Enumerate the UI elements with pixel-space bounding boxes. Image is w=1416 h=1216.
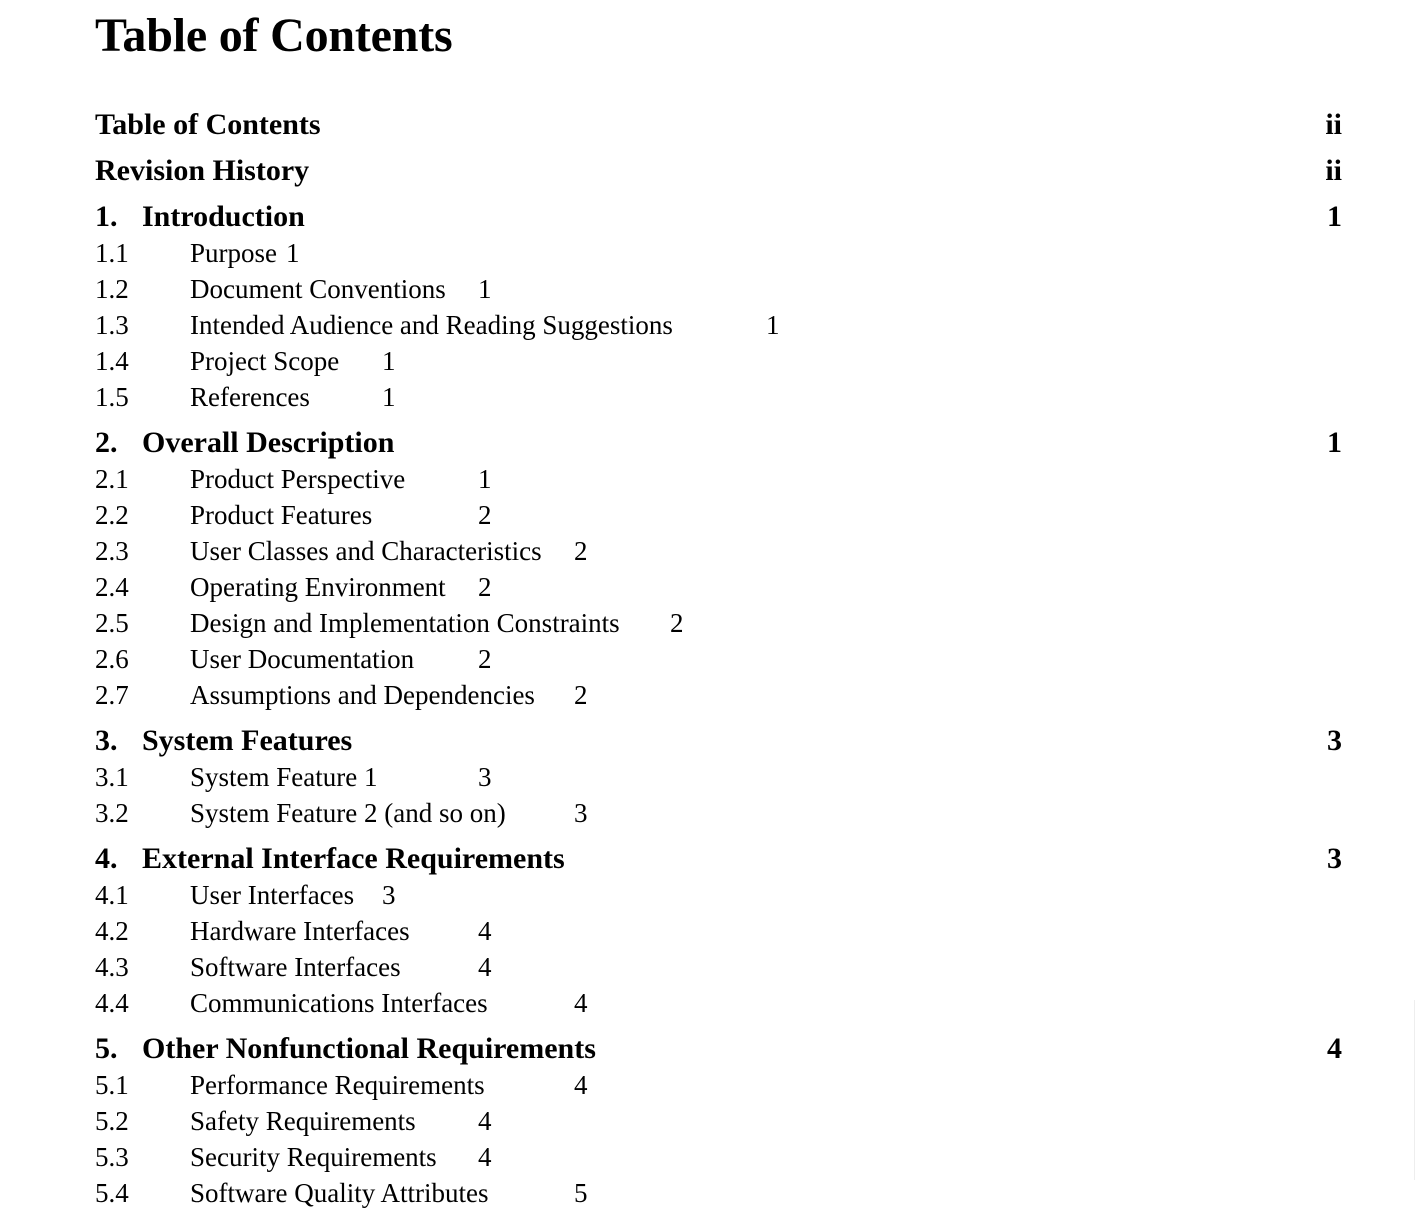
toc-section-other-nonfunctional-requirements[interactable] [0,1029,1416,1069]
toc-subsection-security-requirements[interactable] [0,1139,1416,1175]
toc-subsection-page: 4 [478,916,492,946]
toc-subsection-number: 4.4 [95,988,129,1018]
toc-subsection-title[interactable]: Purpose [190,238,277,268]
page-edge-scrollbar-track [1414,1000,1415,1180]
toc-subsection-number: 4.1 [95,880,129,910]
toc-subsection-number: 5.4 [95,1178,129,1208]
toc-subsection-title[interactable]: Product Perspective [190,464,406,494]
toc-subsection-number: 5.1 [95,1070,129,1100]
toc-subsection-number: 1.5 [95,382,129,412]
toc-entry-page: ii [1325,154,1342,187]
toc-section-title[interactable]: External Interface Requirements [142,842,565,875]
toc-subsection-user-classes[interactable] [0,533,1416,569]
toc-entry-title[interactable]: Revision History [95,154,310,187]
toc-subsection-user-documentation[interactable] [0,641,1416,677]
toc-subsection-title[interactable]: Operating Environment [190,572,446,602]
toc-subsection-number: 1.2 [95,274,129,304]
toc-subsection-page: 4 [478,952,492,982]
toc-subsection-product-perspective[interactable] [0,461,1416,497]
toc-subsection-number: 2.4 [95,572,129,602]
toc-section-title[interactable]: Other Nonfunctional Requirements [142,1032,596,1065]
toc-subsection-page: 4 [574,988,588,1018]
toc-section-number: 3. [95,724,118,757]
toc-subsection-title[interactable]: Project Scope [190,346,340,376]
toc-subsection-number: 4.3 [95,952,129,982]
toc-section-external-interface-requirements[interactable] [0,839,1416,879]
toc-subsection-number: 2.6 [95,644,129,674]
toc-subsection-number: 2.1 [95,464,129,494]
toc-entry-page: ii [1325,108,1342,141]
toc-subsection-page: 1 [382,382,396,412]
toc-subsection-title[interactable]: Product Features [190,500,373,530]
toc-subsection-page: 4 [574,1070,588,1100]
toc-subsection-number: 3.2 [95,798,129,828]
toc-subsection-page: 1 [382,346,396,376]
toc-subsection-purpose[interactable] [0,235,1416,271]
toc-subsection-system-feature-1[interactable] [0,759,1416,795]
toc-subsection-title[interactable]: User Interfaces [190,880,355,910]
toc-subsection-page: 1 [478,464,492,494]
toc-subsection-page: 1 [286,238,300,268]
toc-section-number: 4. [95,842,118,875]
toc-subsection-number: 3.1 [95,762,129,792]
toc-subsection-software-interfaces[interactable] [0,949,1416,985]
toc-section-page: 1 [1327,200,1342,233]
toc-subsection-title[interactable]: User Classes and Characteristics [190,536,542,566]
toc-subsection-title[interactable]: Performance Requirements [190,1070,485,1100]
toc-subsection-intended-audience[interactable] [0,307,1416,343]
toc-entry-revision-history[interactable] [0,151,1416,191]
toc-subsection-page: 2 [478,500,492,530]
toc-section-number: 5. [95,1032,118,1065]
toc-subsection-page: 3 [478,762,492,792]
toc-subsection-page: 3 [382,880,396,910]
toc-subsection-number: 4.2 [95,916,129,946]
toc-section-title[interactable]: System Features [142,724,353,757]
toc-subsection-user-interfaces[interactable] [0,877,1416,913]
toc-subsection-hardware-interfaces[interactable] [0,913,1416,949]
toc-subsection-software-quality-attributes[interactable] [0,1175,1416,1211]
toc-subsection-references[interactable] [0,379,1416,415]
toc-section-title[interactable]: Introduction [142,200,305,233]
toc-subsection-safety-requirements[interactable] [0,1103,1416,1139]
toc-entry-title[interactable]: Table of Contents [95,108,321,141]
toc-section-page: 3 [1327,724,1342,757]
toc-subsection-title[interactable]: Document Conventions [190,274,446,304]
toc-subsection-number: 5.3 [95,1142,129,1172]
toc-subsection-number: 2.3 [95,536,129,566]
toc-subsection-design-constraints[interactable] [0,605,1416,641]
toc-subsection-title[interactable]: Hardware Interfaces [190,916,410,946]
toc-subsection-page: 3 [574,798,588,828]
toc-subsection-title[interactable]: Assumptions and Dependencies [190,680,535,710]
toc-subsection-title[interactable]: Communications Interfaces [190,988,488,1018]
toc-subsection-title[interactable]: Software Interfaces [190,952,401,982]
toc-subsection-number: 1.1 [95,238,129,268]
toc-subsection-number: 1.3 [95,310,129,340]
toc-subsection-title[interactable]: User Documentation [190,644,415,674]
toc-subsection-operating-environment[interactable] [0,569,1416,605]
toc-subsection-page: 1 [478,274,492,304]
toc-section-introduction[interactable] [0,197,1416,237]
toc-subsection-system-feature-2[interactable] [0,795,1416,831]
toc-entry-table-of-contents[interactable] [0,105,1416,145]
toc-subsection-title[interactable]: References [190,382,310,412]
toc-subsection-performance-requirements[interactable] [0,1067,1416,1103]
toc-subsection-title[interactable]: System Feature 1 [190,762,378,792]
toc-section-number: 1. [95,200,118,233]
toc-section-title[interactable]: Overall Description [142,426,395,459]
toc-section-page: 3 [1327,842,1342,875]
toc-subsection-title[interactable]: Security Requirements [190,1142,437,1172]
toc-subsection-number: 1.4 [95,346,129,376]
toc-subsection-project-scope[interactable] [0,343,1416,379]
toc-subsection-communications-interfaces[interactable] [0,985,1416,1021]
toc-subsection-number: 2.5 [95,608,129,638]
toc-subsection-number: 2.2 [95,500,129,530]
toc-subsection-number: 2.7 [95,680,129,710]
toc-subsection-product-features[interactable] [0,497,1416,533]
toc-subsection-title[interactable]: System Feature 2 (and so on) [190,798,506,828]
toc-subsection-document-conventions[interactable] [0,271,1416,307]
toc-subsection-page: 4 [478,1142,492,1172]
toc-subsection-number: 5.2 [95,1106,129,1136]
toc-subsection-title[interactable]: Intended Audience and Reading Suggestions [190,310,673,340]
toc-subsection-page: 2 [574,536,588,566]
toc-subsection-page: 4 [478,1106,492,1136]
toc-subsection-page: 2 [574,680,588,710]
toc-subsection-title[interactable]: Software Quality Attributes [190,1178,489,1208]
toc-subsection-page: 2 [670,608,684,638]
toc-subsection-title[interactable]: Design and Implementation Constraints [190,608,620,638]
toc-subsection-title[interactable]: Safety Requirements [190,1106,416,1136]
toc-section-number: 2. [95,426,118,459]
toc-subsection-page: 2 [478,644,492,674]
toc-section-overall-description[interactable] [0,423,1416,463]
page-title: Table of Contents [95,9,453,62]
toc-section-page: 4 [1327,1032,1342,1065]
toc-subsection-page: 5 [574,1178,588,1208]
toc-subsection-assumptions[interactable] [0,677,1416,713]
toc-subsection-page: 2 [478,572,492,602]
toc-subsection-page: 1 [766,310,780,340]
toc-section-system-features[interactable] [0,721,1416,761]
toc-section-page: 1 [1327,426,1342,459]
